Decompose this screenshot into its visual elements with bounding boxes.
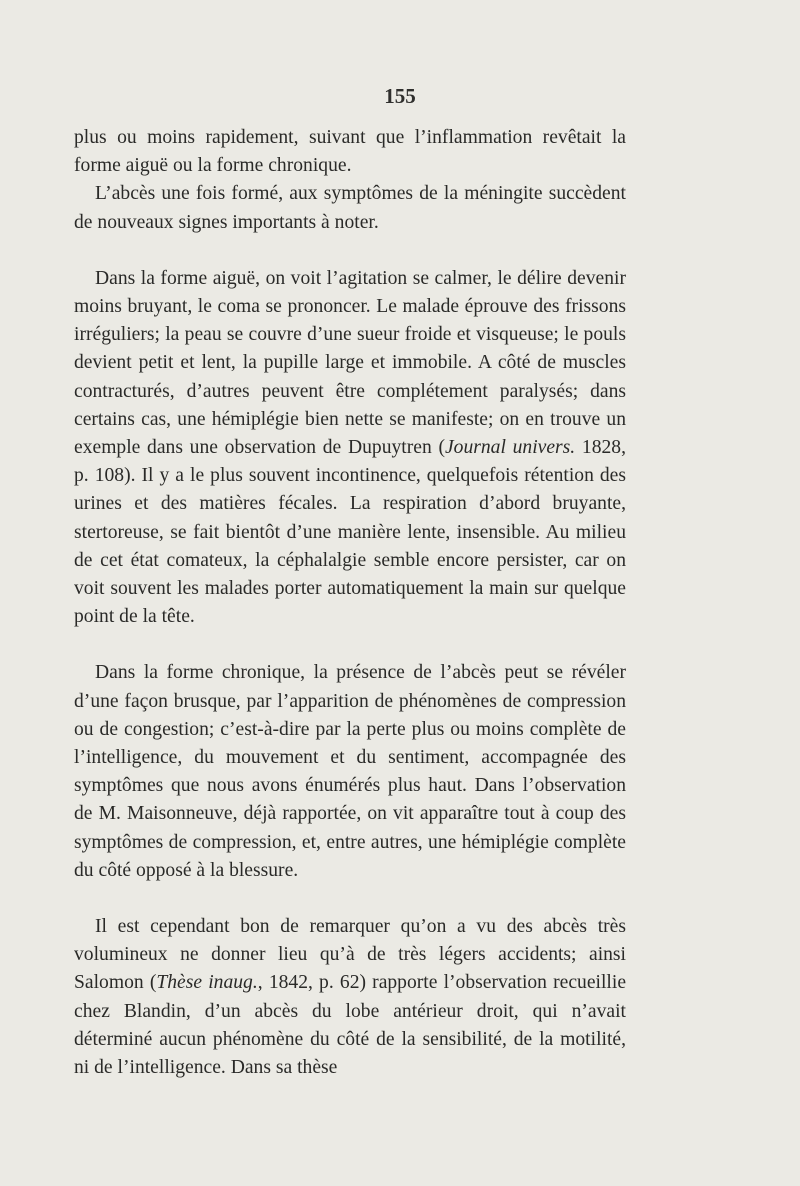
paragraph-3-text: Dans la forme aiguë, on voit l’agitation se calmer, le délire devenir moins bruyant, le coma se prononcer. Le malade éprouve des frissons irréguliers; la peau se couvre d’une sueur froide et visqueuse; le pouls devient petit et lent, la pupille large et immobile. A côté de muscles contracturés, d’autres peuvent être complétement paralysés; dans certains cas, une hémiplégie bien nette se manifeste; on en trouve un exemple dans une observation de Dupuytren <box>74 267 626 459</box>
paragraph-2: L’abcès une fois formé, aux symptômes de la méningite succèdent de nouveaux signes importants à noter. <box>74 183 626 233</box>
paragraph-5: Il est cependant bon de remarquer qu’on a vu des abcès très volumineux ne donner lieu qu’à de très légers accidents; ainsi Salomon (Thèse inaug., 1842, p. 62) rapporte l’observation recueillie chez Blandin, d’un abcès du lobe antérieur droit, qui n’avait déterminé aucun phénomène du côté de la sensibilité, de la motilité, ni de l’intelligence. Dans sa thèse <box>74 916 627 1079</box>
paragraph-1: plus ou moins rapidement, suivant que l’inflammation revêtait la forme aiguë ou la forme chronique. <box>74 127 626 177</box>
paragraph-5-text: Il est cependant bon de remarquer qu’on a vu des abcès très volumineux ne donner lieu qu’à de très légers accidents; ainsi Salomon <box>74 916 626 994</box>
citation-these: Thèse inaug. <box>156 972 258 994</box>
paragraph-3: Dans la forme aiguë, on voit l’agitation se calmer, le délire devenir moins bruyant, le coma se prononcer. Le malade éprouve des frissons irréguliers; la peau se couvre d’une sueur froide et visqueuse; le pouls devient petit et lent, la pupille large et immobile. A côté de muscles contracturés, d’autres peuvent être complétement paralysés; dans certains cas, une hémiplégie bien nette se manifeste; on en trouve un exemple dans une observation de Dupuytren (Journal univers. 1828, p. 108). Il y a le plus souvent incontinence, quelquefois rétention des urines et des matières fécales. La respiration d’abord bruyante, stertoreuse, se fait bientôt d’une manière lente, insensible. Au milieu de cet état comateux, la céphalalgie semble encore persister, car on voit souvent les malades porter automatiquement la main sur quelque point de la tête. <box>74 267 626 628</box>
paragraph-spacer <box>74 631 626 659</box>
paragraph-4: Dans la forme chronique, la présence de l’abcès peut se révéler d’une façon brusque, par l’apparition de phénomènes de compression ou de congestion; c’est-à-dire par la perte plus ou moins complète de l’intelligence, du mouvement et du sentiment, accompagnée des symptômes que nous avons énumérés plus haut. Dans l’observation de M. Maisonneuve, déjà rapportée, on vit apparaître tout à coup des symptômes de compression, et, entre autres, une hémiplégie complète du côté opposé à la blessure. <box>74 662 626 881</box>
paragraph-spacer <box>74 237 626 265</box>
paragraph-spacer <box>74 885 626 913</box>
paragraph-5-rest: , 1842, p. 62) rapporte l’observation recueillie chez Blandin, d’un abcès du lobe antérieur droit, qui n’avait déterminé aucun phénomène du côté de la sensibilité, de la motilité, ni de l’intelligence. Dans sa thèse <box>74 972 627 1079</box>
paragraph-3-rest: 1828, p. 108). Il y a le plus souvent incontinence, quelquefois rétention des urines et des matières fécales. La respiration d’abord bruyante, stertoreuse, se fait bientôt d’une manière lente, insensible. Au milieu de cet état comateux, la céphalalgie semble encore persister, car on voit souvent les malades porter automatiquement la main sur quelque point de la tête. <box>74 437 626 628</box>
citation-journal: Journal univers. <box>444 437 576 459</box>
page-number: 155 <box>384 84 416 108</box>
page-body <box>74 124 626 1082</box>
